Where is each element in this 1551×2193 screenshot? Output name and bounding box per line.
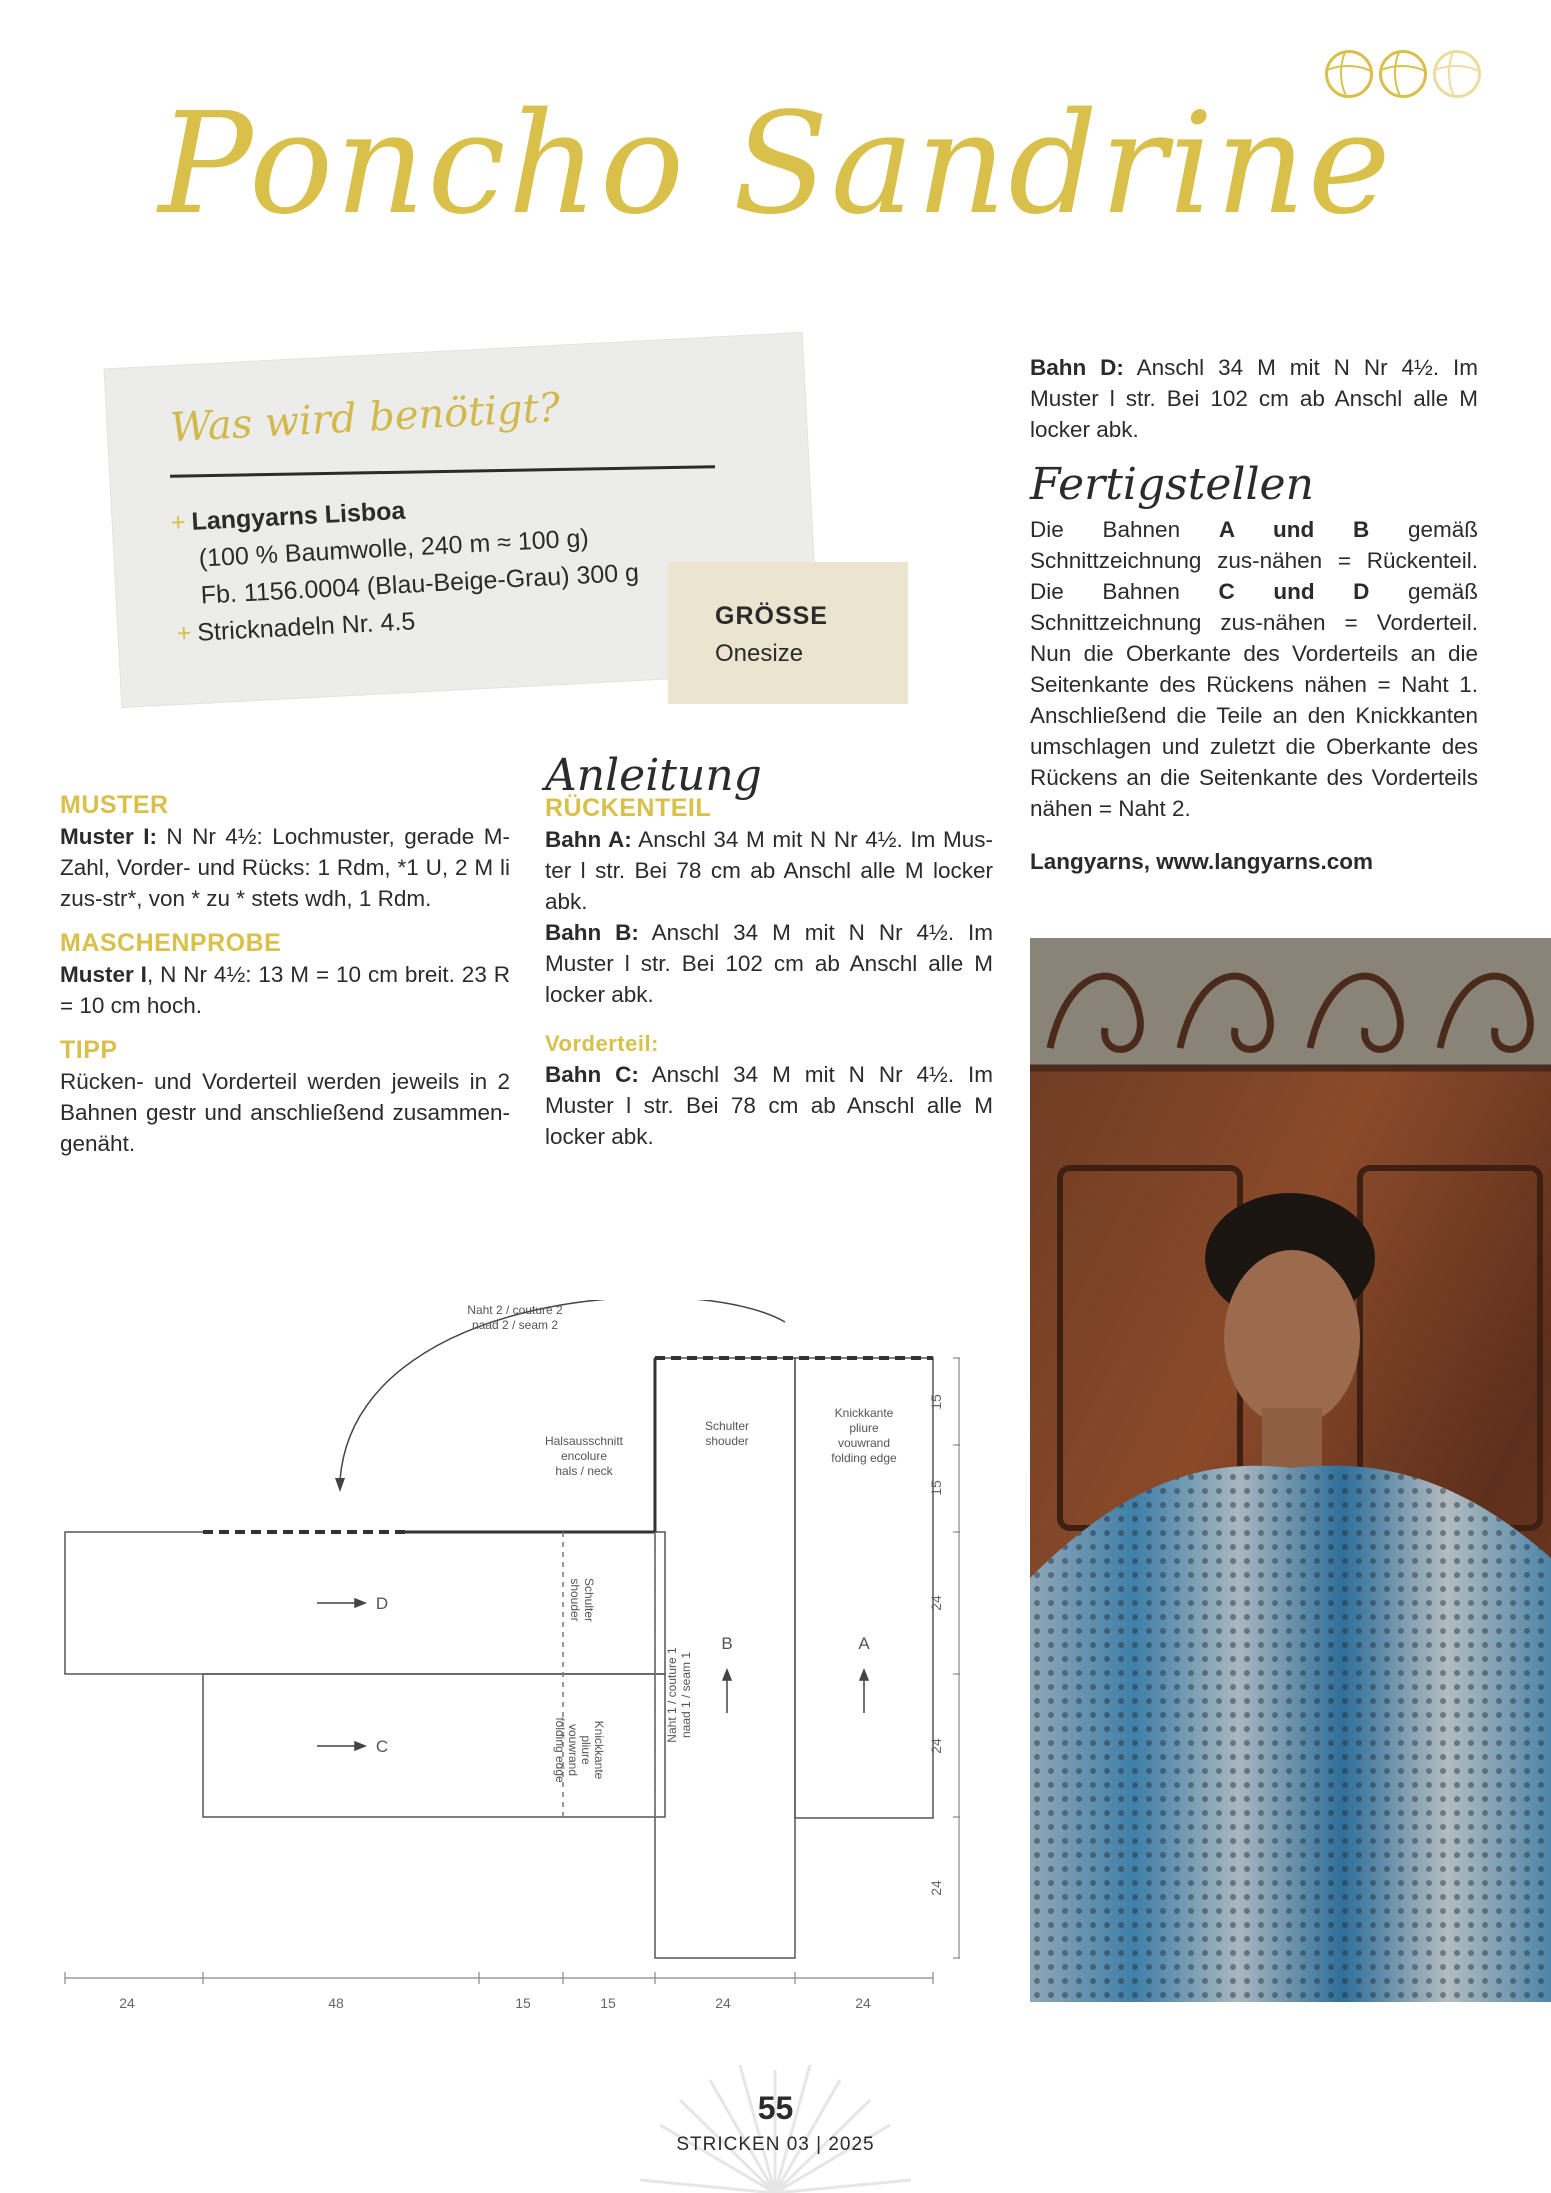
list-item: (100 % Baumwolle, 240 m ≈ 100 g) <box>198 524 590 573</box>
diagram-label: Naht 2 / couture 2 <box>467 1303 563 1317</box>
dimension-label: 24 <box>119 1995 135 2010</box>
section-heading: Vorderteil: <box>545 1031 659 1056</box>
diagram-label: Halsausschnitt <box>544 1434 624 1448</box>
diagram-label: shouder <box>705 1434 749 1448</box>
section-heading: MUSTER <box>60 791 169 819</box>
yarn-ball-icon <box>1433 50 1481 98</box>
piece-label: B <box>721 1634 733 1653</box>
size-heading: GRÖSSE <box>715 602 828 630</box>
dimension-label: 48 <box>328 1995 344 2010</box>
section-heading: TIPP <box>60 1036 118 1064</box>
plus-icon: + <box>170 508 187 537</box>
materials-heading: Was wird benötigt? <box>169 384 562 452</box>
size-value: Onesize <box>715 640 804 667</box>
paragraph: Rücken- und Vorderteil werden jeweils in 2 Bahnen gestr und anschließend zusammen-genäht. <box>60 1069 510 1156</box>
finishing-heading: Fertigstellen <box>1030 459 1314 510</box>
text: Die Bahnen <box>1030 517 1219 542</box>
text: Anschl 34 M mit N Nr 4½. Im Muster l str. Bei 102 cm ab Anschl alle M locker abk. <box>545 920 994 1007</box>
diagram-label: folding edge <box>553 1717 567 1783</box>
dimension-label: 24 <box>928 1738 944 1754</box>
diagram-label: Knickkante <box>834 1406 894 1420</box>
schematic-diagram <box>55 1300 960 2010</box>
label: Muster I: <box>60 824 157 849</box>
diagram-label: pliure <box>579 1735 593 1765</box>
label: Bahn C: <box>545 1062 639 1087</box>
text: Anschl 34 M mit N Nr 4½. Im Mus-ter l str. Bei 78 cm ab Anschl alle M locker abk. <box>545 827 993 914</box>
label: Bahn D: <box>1030 355 1124 380</box>
left-column <box>60 790 510 1159</box>
diagram-label: Schulter <box>704 1419 750 1433</box>
paragraph <box>1030 352 1478 445</box>
text: gemäß Schnittzeichnung zus-nähen = Rückenteil. Die Bahnen <box>1030 517 1478 604</box>
model-photo <box>1030 938 1551 2002</box>
label: Bahn B: <box>545 920 639 945</box>
dimension-label: 24 <box>928 1880 944 1896</box>
magazine-issue: STRICKEN 03 | 2025 <box>676 2134 875 2155</box>
credit: Langyarns, www.langyarns.com <box>1030 849 1374 874</box>
section-heading: RÜCKENTEIL <box>545 794 712 822</box>
paragraph <box>60 959 510 1021</box>
dimension-label: 15 <box>600 1995 616 2010</box>
dimension-label: 15 <box>928 1480 944 1496</box>
label: C und D <box>1218 579 1370 604</box>
instructions-heading: Anleitung <box>545 750 762 801</box>
list-item: Fb. 1156.0004 (Blau-Beige-Grau) 300 g <box>200 558 640 610</box>
yarn-weight-indicator <box>1325 50 1481 98</box>
diagram-label: Schulter <box>582 1577 596 1623</box>
needles-text: Stricknadeln Nr. 4.5 <box>196 607 416 647</box>
dimension-label: 24 <box>715 1995 731 2010</box>
diagram-label: pliure <box>849 1421 879 1435</box>
diagram-label: naad 1 / seam 1 <box>679 1651 693 1739</box>
dimension-label: 24 <box>855 1995 871 2010</box>
right-column <box>1030 352 1478 877</box>
diagram-label: naad 2 / seam 2 <box>471 1318 559 1332</box>
paragraph <box>60 821 510 914</box>
label: Muster I <box>60 962 147 987</box>
text: , N Nr 4½: 13 M = 10 cm breit. 23 R = 10 cm hoch. <box>60 962 511 1018</box>
piece-label: A <box>858 1634 870 1653</box>
text: gemäß Schnittzeichnung zus-nähen = Vorderteil. Nun die Oberkante des Vorderteils an die Seitenkante des Rückens nähen = Naht 1. Anschließend die Teile an den Knickkanten umschlagen und zuletzt die Oberkante des Rückens an die Seitenkante des Vorderteils nähen = Naht 2. <box>1030 579 1478 821</box>
text: Anschl 34 M mit N Nr 4½. Im Muster l str. Bei 78 cm ab Anschl alle M locker abk. <box>545 1062 994 1149</box>
middle-column <box>545 750 994 1152</box>
size-box <box>668 562 908 704</box>
page-title: Poncho Sandrine <box>158 83 1393 246</box>
paragraph <box>1030 514 1478 824</box>
paragraph <box>545 1059 993 1152</box>
dimension-label: 15 <box>515 1995 531 2010</box>
piece-label: D <box>375 1594 389 1613</box>
label: A und B <box>1218 517 1370 542</box>
yarn-ball-icon <box>1325 50 1373 98</box>
materials-list <box>170 481 642 653</box>
photo-illustration <box>1030 938 1551 2002</box>
yarn-name: Langyarns Lisboa <box>190 496 406 536</box>
text: Anschl 34 M mit N Nr 4½. Im Muster l str. Bei 102 cm ab Anschl alle M locker abk. <box>1030 355 1479 442</box>
section-heading: MASCHENPROBE <box>60 929 282 957</box>
piece-label: C <box>375 1737 389 1756</box>
diagram-label: folding edge <box>831 1451 897 1465</box>
diagram-label: vouwrand <box>837 1436 891 1450</box>
diagram-label: hals / neck <box>555 1464 613 1478</box>
diagram-label: Naht 1 / couture 1 <box>665 1647 679 1743</box>
paragraph <box>545 917 993 1010</box>
paragraph <box>545 824 993 917</box>
diagram-label: shouder <box>568 1578 582 1622</box>
plus-icon: + <box>176 619 193 648</box>
yarn-ball-icon <box>1379 50 1427 98</box>
diagram-label: vouwrand <box>566 1723 580 1777</box>
diagram-label: Knickkante <box>592 1720 606 1780</box>
dimension-label: 24 <box>928 1595 944 1611</box>
label: Bahn A: <box>545 827 632 852</box>
page-number: 55 <box>757 2090 794 2126</box>
diagram-label: encolure <box>560 1449 608 1463</box>
text: N Nr 4½: Lochmuster, gerade M-Zahl, Vorder- und Rücks: 1 Rdm, *1 U, 2 M li zus-str*, von * zu * stets wdh, 1 Rdm. <box>60 824 510 911</box>
dimension-label: 15 <box>928 1394 944 1410</box>
